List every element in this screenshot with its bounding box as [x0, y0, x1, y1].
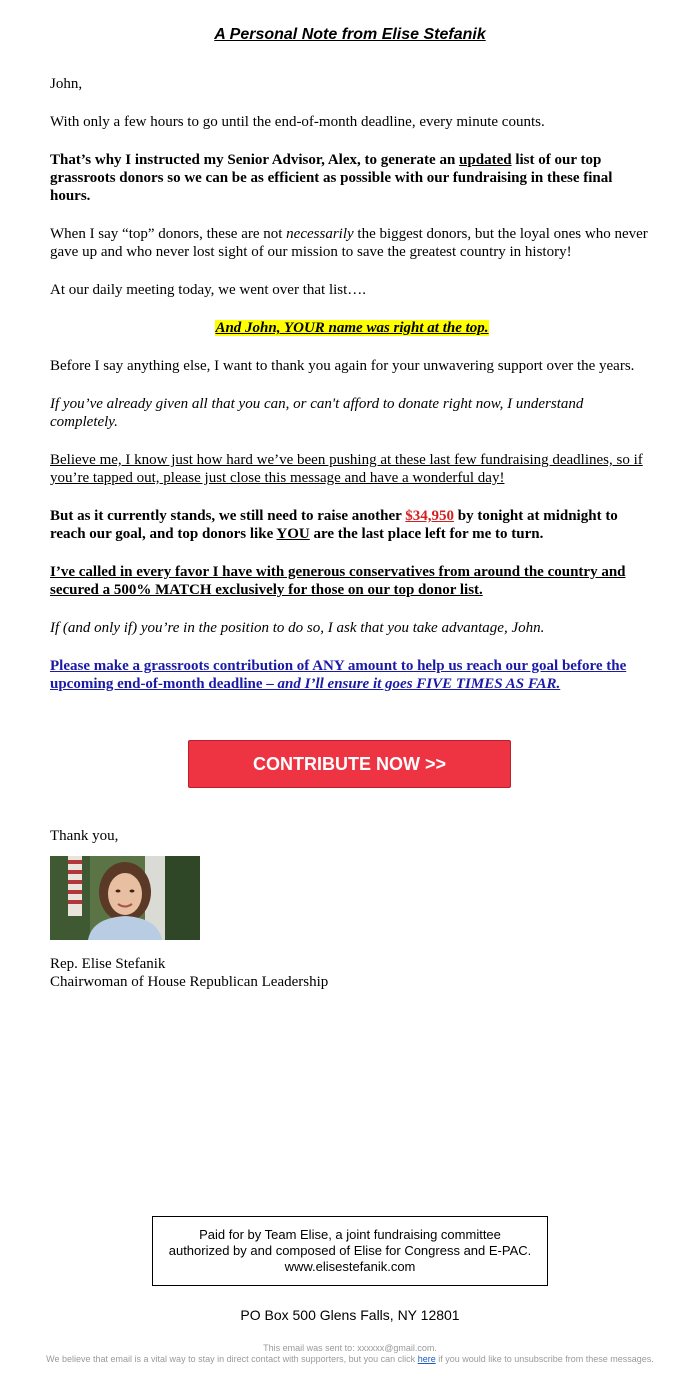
paragraph-believe-me: Believe me, I know just how hard we’ve been pushing at these last few fundraising deadlines, so if you’re tapped out, please just close this message and have a wonderful day! — [50, 452, 643, 486]
greeting: John, — [50, 76, 83, 92]
signature-block — [50, 955, 328, 991]
letter-body — [50, 75, 654, 713]
updated-link[interactable]: updated — [459, 152, 512, 168]
highlight-line — [50, 319, 654, 337]
paragraph-deadline: With only a few hours to go until the end-of-month deadline, every minute counts. — [50, 114, 545, 130]
paragraph-daily-meeting: At our daily meeting today, we went over that list…. — [50, 282, 367, 298]
unsubscribe-link[interactable]: here — [417, 1354, 436, 1364]
signer-role: Chairwoman of House Republican Leadership — [50, 974, 329, 990]
sent-to-text: This email was sent to: xxxxxx@gmail.com. — [263, 1343, 437, 1353]
unsubscribe-text: We believe that email is a vital way to stay in direct contact with supporters, but you can click here if you would like to unsubscribe from these messages. — [46, 1354, 654, 1364]
email-footer — [40, 1343, 660, 1365]
highlighted-text: And John, YOUR name was right at the top. — [215, 320, 489, 336]
paragraph-raise-amount: But as it currently stands, we still need to raise another $34,950 by tonight at midnight to reach our goal, and top donors like YOU are the last place left for me to turn. — [50, 508, 618, 542]
thank-you-text: Thank you, — [50, 828, 119, 844]
paragraph-already-given: If you’ve already given all that you can, or can't afford to donate right now, I understand completely. — [50, 396, 584, 430]
paragraph-match: I’ve called in every favor I have with generous conservatives from around the country and secured a 500% MATCH exclusively for those on our top donor list. — [50, 564, 626, 598]
paragraph-top-donors: When I say “top” donors, these are not necessarily the biggest donors, but the loyal ones who never gave up and who never lost sight of our mission to save the greatest country in history! — [50, 226, 648, 260]
signer-name: Rep. Elise Stefanik — [50, 956, 166, 972]
contribution-link[interactable]: Please make a grassroots contribution of ANY amount to help us reach our goal before the upcoming end-of-month deadline – and I’ll ensure it goes FIVE TIMES AS FAR. — [50, 658, 627, 692]
paragraph-thank-you: Before I say anything else, I want to thank you again for your unwavering support over the years. — [50, 358, 635, 374]
page-title: A Personal Note from Elise Stefanik — [214, 26, 486, 43]
paid-for-disclaimer: Paid for by Team Elise, a joint fundraising committee authorized by and composed of Elise for Congress and E-PAC. www.elisestefanik.com — [152, 1216, 548, 1286]
paragraph-senior-advisor: That’s why I instructed my Senior Advisor, Alex, to generate an updated list of our top grassroots donors so we can be as efficient as possible with our fundraising in these final hours. — [50, 152, 613, 204]
contribute-now-button[interactable]: CONTRIBUTE NOW >> — [188, 740, 511, 788]
mailing-address: PO Box 500 Glens Falls, NY 12801 — [240, 1307, 460, 1323]
paragraph-position: If (and only if) you’re in the position to do so, I ask that you take advantage, John. — [50, 620, 545, 636]
portrait-photo — [50, 856, 200, 940]
amount-link[interactable]: $34,950 — [405, 508, 455, 524]
